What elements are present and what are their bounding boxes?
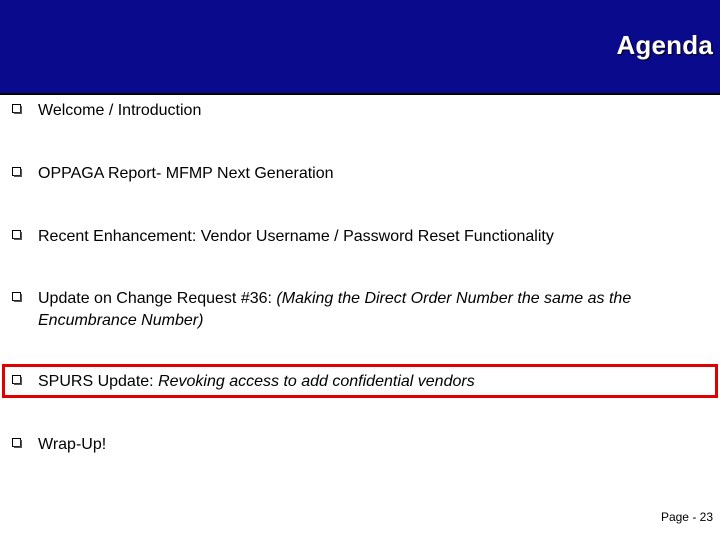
- checkbox-square-icon: [12, 438, 22, 448]
- page-number: Page - 23: [660, 510, 713, 524]
- checkbox-square-icon: [12, 104, 22, 114]
- agenda-item-prefix: Update on Change Request #36:: [38, 290, 277, 307]
- agenda-item-text: OPPAGA Report- MFMP Next Generation: [38, 165, 334, 182]
- checkbox-square-icon: [12, 230, 22, 240]
- agenda-item-text: Wrap-Up!: [38, 436, 107, 453]
- agenda-item-prefix: SPURS Update:: [38, 373, 159, 390]
- agenda-item-italic: (Making the Direct Order Number the same as the Encumbrance Number): [38, 290, 632, 329]
- title-bar: [0, 0, 720, 95]
- checkbox-square-icon: [12, 375, 22, 385]
- checkbox-square-icon: [12, 167, 22, 177]
- agenda-item-italic: Revoking access to add confidential vendors: [158, 373, 475, 390]
- agenda-item-text: [38, 288, 708, 332]
- agenda-item-text: [38, 371, 708, 393]
- checkbox-square-icon: [12, 292, 22, 302]
- agenda-item-text: Welcome / Introduction: [38, 102, 202, 119]
- agenda-item-text: Recent Enhancement: Vendor Username / Password Reset Functionality: [38, 228, 554, 245]
- slide-title: Agenda: [616, 30, 713, 60]
